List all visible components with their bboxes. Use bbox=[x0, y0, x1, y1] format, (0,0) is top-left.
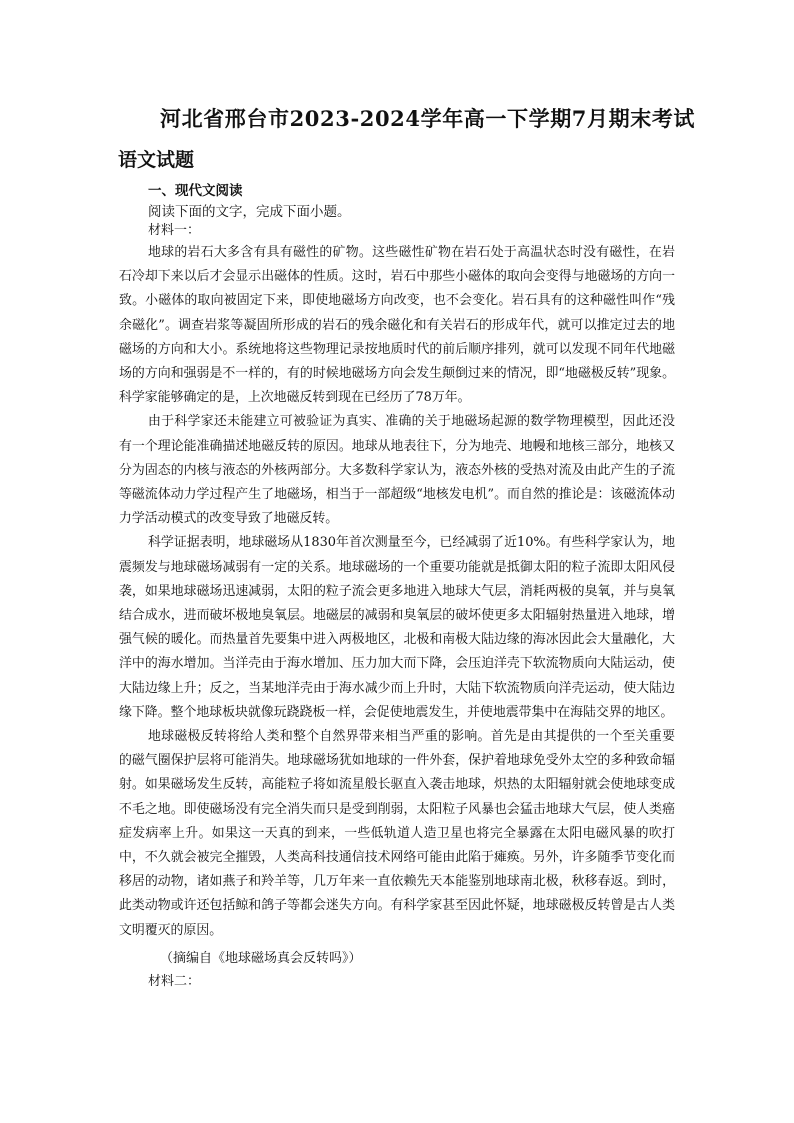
document-title: 河北省邢台市2023-2024学年高一下学期7月期末考试 bbox=[160, 106, 696, 131]
paragraph: 地球磁极反转将给人类和整个自然界带来相当严重的影响。首先是由其提供的一个至关重要的磁气圈保护层将可能消失。地球磁场犹如地球的一件外套，保护着地球免受外太空的多种致命辐射。如果磁场发生反转，高能粒子将如流星般长驱直入袭击地球，炽热的太阳辐射就会使地球变成不毛之地。即使磁场没有完全消失而只是受到削弱，太阳粒子风暴也会猛击地球大气层，使人类癌症发病率上升。如果这一天真的到来，一些低轨道人造卫星也将完全暴露在太阳电磁风暴的吹打中，不久就会被完全摧毁，人类高科技通信技术网络可能由此陷于瘫痪。另外，许多随季节变化而移居的动物，诸如燕子和羚羊等，几万年来一直依赖先天本能鉴别地球南北极，秋移春返。到时，此类动物或许还包括鲸和鸽子等都会迷失方向。有科学家甚至因此怀疑，地球磁极反转曾是古人类文明覆灭的原因。 bbox=[119, 729, 675, 938]
paragraph: 地球的岩石大多含有具有磁性的矿物。这些磁性矿物在岩石处于高温状态时没有磁性，在岩石冷却下来以后才会显示出磁体的性质。这时，岩石中那些小磁体的取向会变得与地磁场的方向一致。小磁体的取向被固定下来，即使地磁场方向改变，也不会变化。岩石具有的这种磁性叫作“残余磁化”。调查岩浆等凝固所形成的岩石的残余磁化和有关岩石的形成年代，就可以推定过去的地磁场的方向和大小。系统地将这些物理记录按地质时代的前后顺序排列，就可以发现不同年代地磁场的方向和强弱是不一样的，有的时候地磁场方向会发生颠倒过来的情况，即“地磁极反转”现象。科学家能够确定的是，上次地磁反转到现在已经历了78万年。 bbox=[119, 245, 675, 406]
material-1-body bbox=[119, 241, 675, 943]
paragraph: 科学证据表明，地球磁场从1830年首次测量至今，已经减弱了近10%。有些科学家认为，地震频发与地球磁场减弱有一定的关系。地球磁场的一个重要功能就是抵御太阳的粒子流即太阳风侵袭，如果地球磁场迅速减弱，太阳的粒子流会更多地进入地球大气层，消耗两极的臭氧，并与臭氧结合成水，进而破坏极地臭氧层。地磁层的减弱和臭氧层的破坏使更多太阳辐射热量进入地球，增强气候的暖化。而热量首先要集中进入两极地区，北极和南极大陆边缘的海冰因此会大量融化，大洋中的海水增加。当洋壳由于海水增加、压力加大而下降，会压迫洋壳下软流物质向大陆运动，使大陆边缘上升；反之，当某地洋壳由于海水减少而上升时，大陆下软流物质向洋壳运动，使大陆边缘下降。整个地球板块就像玩跷跷板一样，会促使地震发生，并使地震带集中在海陆交界的地区。 bbox=[119, 535, 675, 720]
paragraph: 由于科学家还未能建立可被验证为真实、准确的关于地磁场起源的数学物理模型，因此还没有一个理论能准确描述地磁反转的原因。地球从地表往下，分为地壳、地幔和地核三部分，地核又分为固态的内核与液态的外核两部分。大多数科学家认为，液态外核的受热对流及由此产生的子流等磁流体动力学过程产生了地磁场，相当于一部超级“地核发电机”。而自然的推论是：该磁流体动力学活动模式的改变导致了地磁反转。 bbox=[119, 414, 675, 527]
document-subtitle: 语文试题 bbox=[118, 149, 195, 171]
source-citation: （摘编自《地球磁场真会反转吗》） bbox=[160, 951, 362, 966]
reading-instruction: 阅读下面的文字，完成下面小题。 bbox=[148, 204, 351, 220]
material-2-label: 材料二： bbox=[148, 974, 201, 989]
material-1-label: 材料一： bbox=[148, 223, 201, 238]
section-heading: 一、现代文阅读 bbox=[148, 183, 243, 199]
